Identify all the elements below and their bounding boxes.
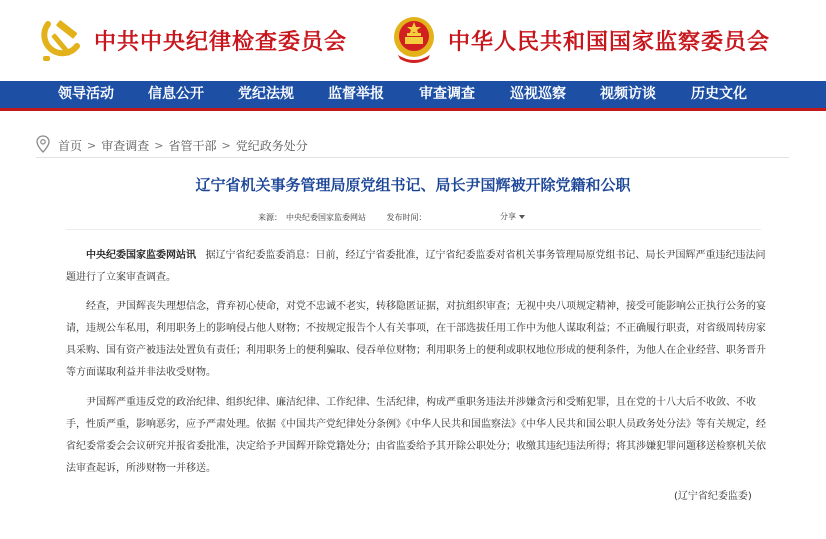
breadcrumb <box>36 136 308 154</box>
nav-item-inspection[interactable]: 巡视巡察 <box>510 86 566 102</box>
paragraph-1-text: 据辽宁省纪委监委消息：日前，经辽宁省委批准，辽宁省纪委监委对省机关事务管理局原党组书记、局长尹国辉严重违纪违法问题进行了立案审查调查。 <box>66 250 766 283</box>
nav-item-regulations[interactable]: 党纪法规 <box>238 86 294 102</box>
source-label: 来源： <box>258 213 282 222</box>
source-value: 中央纪委国家监委网站 <box>286 213 366 222</box>
article-paragraph <box>66 296 766 384</box>
share-label: 分享 <box>500 212 516 221</box>
main-nav <box>0 81 826 111</box>
paragraph-2-text: 经查，尹国辉丧失理想信念，背弃初心使命，对党不忠诚不老实，转移隐匿证据，对抗组织审查；无视中央八项规定精神，接受可能影响公正执行公务的宴请，违规公车私用，利用职务上的影响侵占他人财物；不按规定报告个人有关事项，在干部选拔任用工作中为他人谋取利益；不正确履行职责，对省级周转房家具采购、国有资产被违法处置负有责任；利用职务上的便利骗取、侵吞单位财物；利用职务上的便利或职权地位形成的便利条件，为他人在企业经营、职务晋升等方面谋取利益并非法收受财物。 <box>66 301 766 378</box>
ccdi-title: 中共中央纪律检查委员会 <box>94 29 348 55</box>
share-button[interactable] <box>500 211 525 222</box>
nsc-title: 中华人民共和国国家监察委员会 <box>448 29 771 55</box>
nav-item-report[interactable]: 监督举报 <box>328 86 384 102</box>
breadcrumb-separator: > <box>87 138 97 152</box>
location-pin-icon <box>36 135 50 156</box>
caret-down-icon <box>519 215 525 219</box>
nsc-brand[interactable] <box>392 0 770 81</box>
breadcrumb-home[interactable]: 首页 <box>58 138 83 153</box>
article-title: 辽宁省机关事务管理局原党组书记、局长尹国辉被开除党籍和公职 <box>195 176 631 194</box>
ccdi-brand[interactable] <box>38 0 347 81</box>
site-header <box>0 0 826 81</box>
publish-time-label: 发布时间： <box>386 213 427 222</box>
nav-item-investigation[interactable]: 审查调查 <box>419 86 475 102</box>
breadcrumb-divider <box>36 157 789 158</box>
nav-item-history[interactable]: 历史文化 <box>691 86 747 102</box>
breadcrumb-provincial-cadres[interactable]: 省管干部 <box>168 138 217 153</box>
breadcrumb-investigation[interactable]: 审查调查 <box>101 138 150 153</box>
breadcrumb-separator: > <box>221 138 231 152</box>
article-paragraph <box>66 245 766 289</box>
article-meta <box>258 212 431 223</box>
breadcrumb-separator: > <box>154 138 164 152</box>
national-emblem-icon <box>392 15 436 67</box>
article-paragraph <box>66 392 766 480</box>
nav-item-leadership[interactable]: 领导活动 <box>58 86 114 102</box>
hammer-sickle-emblem-icon <box>38 16 84 66</box>
nav-item-video[interactable]: 视频访谈 <box>600 86 656 102</box>
meta-divider <box>66 229 761 230</box>
article-signoff: (辽宁省纪委监委) <box>674 491 752 502</box>
lead-source: 中央纪委国家监委网站讯 <box>86 250 196 261</box>
breadcrumb-discipline-sanctions[interactable]: 党纪政务处分 <box>235 138 308 153</box>
paragraph-3-text: 尹国辉严重违反党的政治纪律、组织纪律、廉洁纪律、工作纪律、生活纪律，构成严重职务违法并涉嫌贪污和受贿犯罪，且在党的十八大后不收敛、不收手，性质严重，影响恶劣，应予严肃处理。依据《中国共产党纪律处分条例》《中华人民共和国监察法》《中华人民共和国公职人员政务处分法》等有关规定，经省纪委常委会会议研究并报省委批准，决定给予尹国辉开除党籍处分；由省监委给予其开除公职处分；收缴其违纪违法所得；将其涉嫌犯罪问题移送检察机关依法审查起诉，所涉财物一并移送。 <box>66 397 766 474</box>
nav-item-info-disclosure[interactable]: 信息公开 <box>148 86 204 102</box>
